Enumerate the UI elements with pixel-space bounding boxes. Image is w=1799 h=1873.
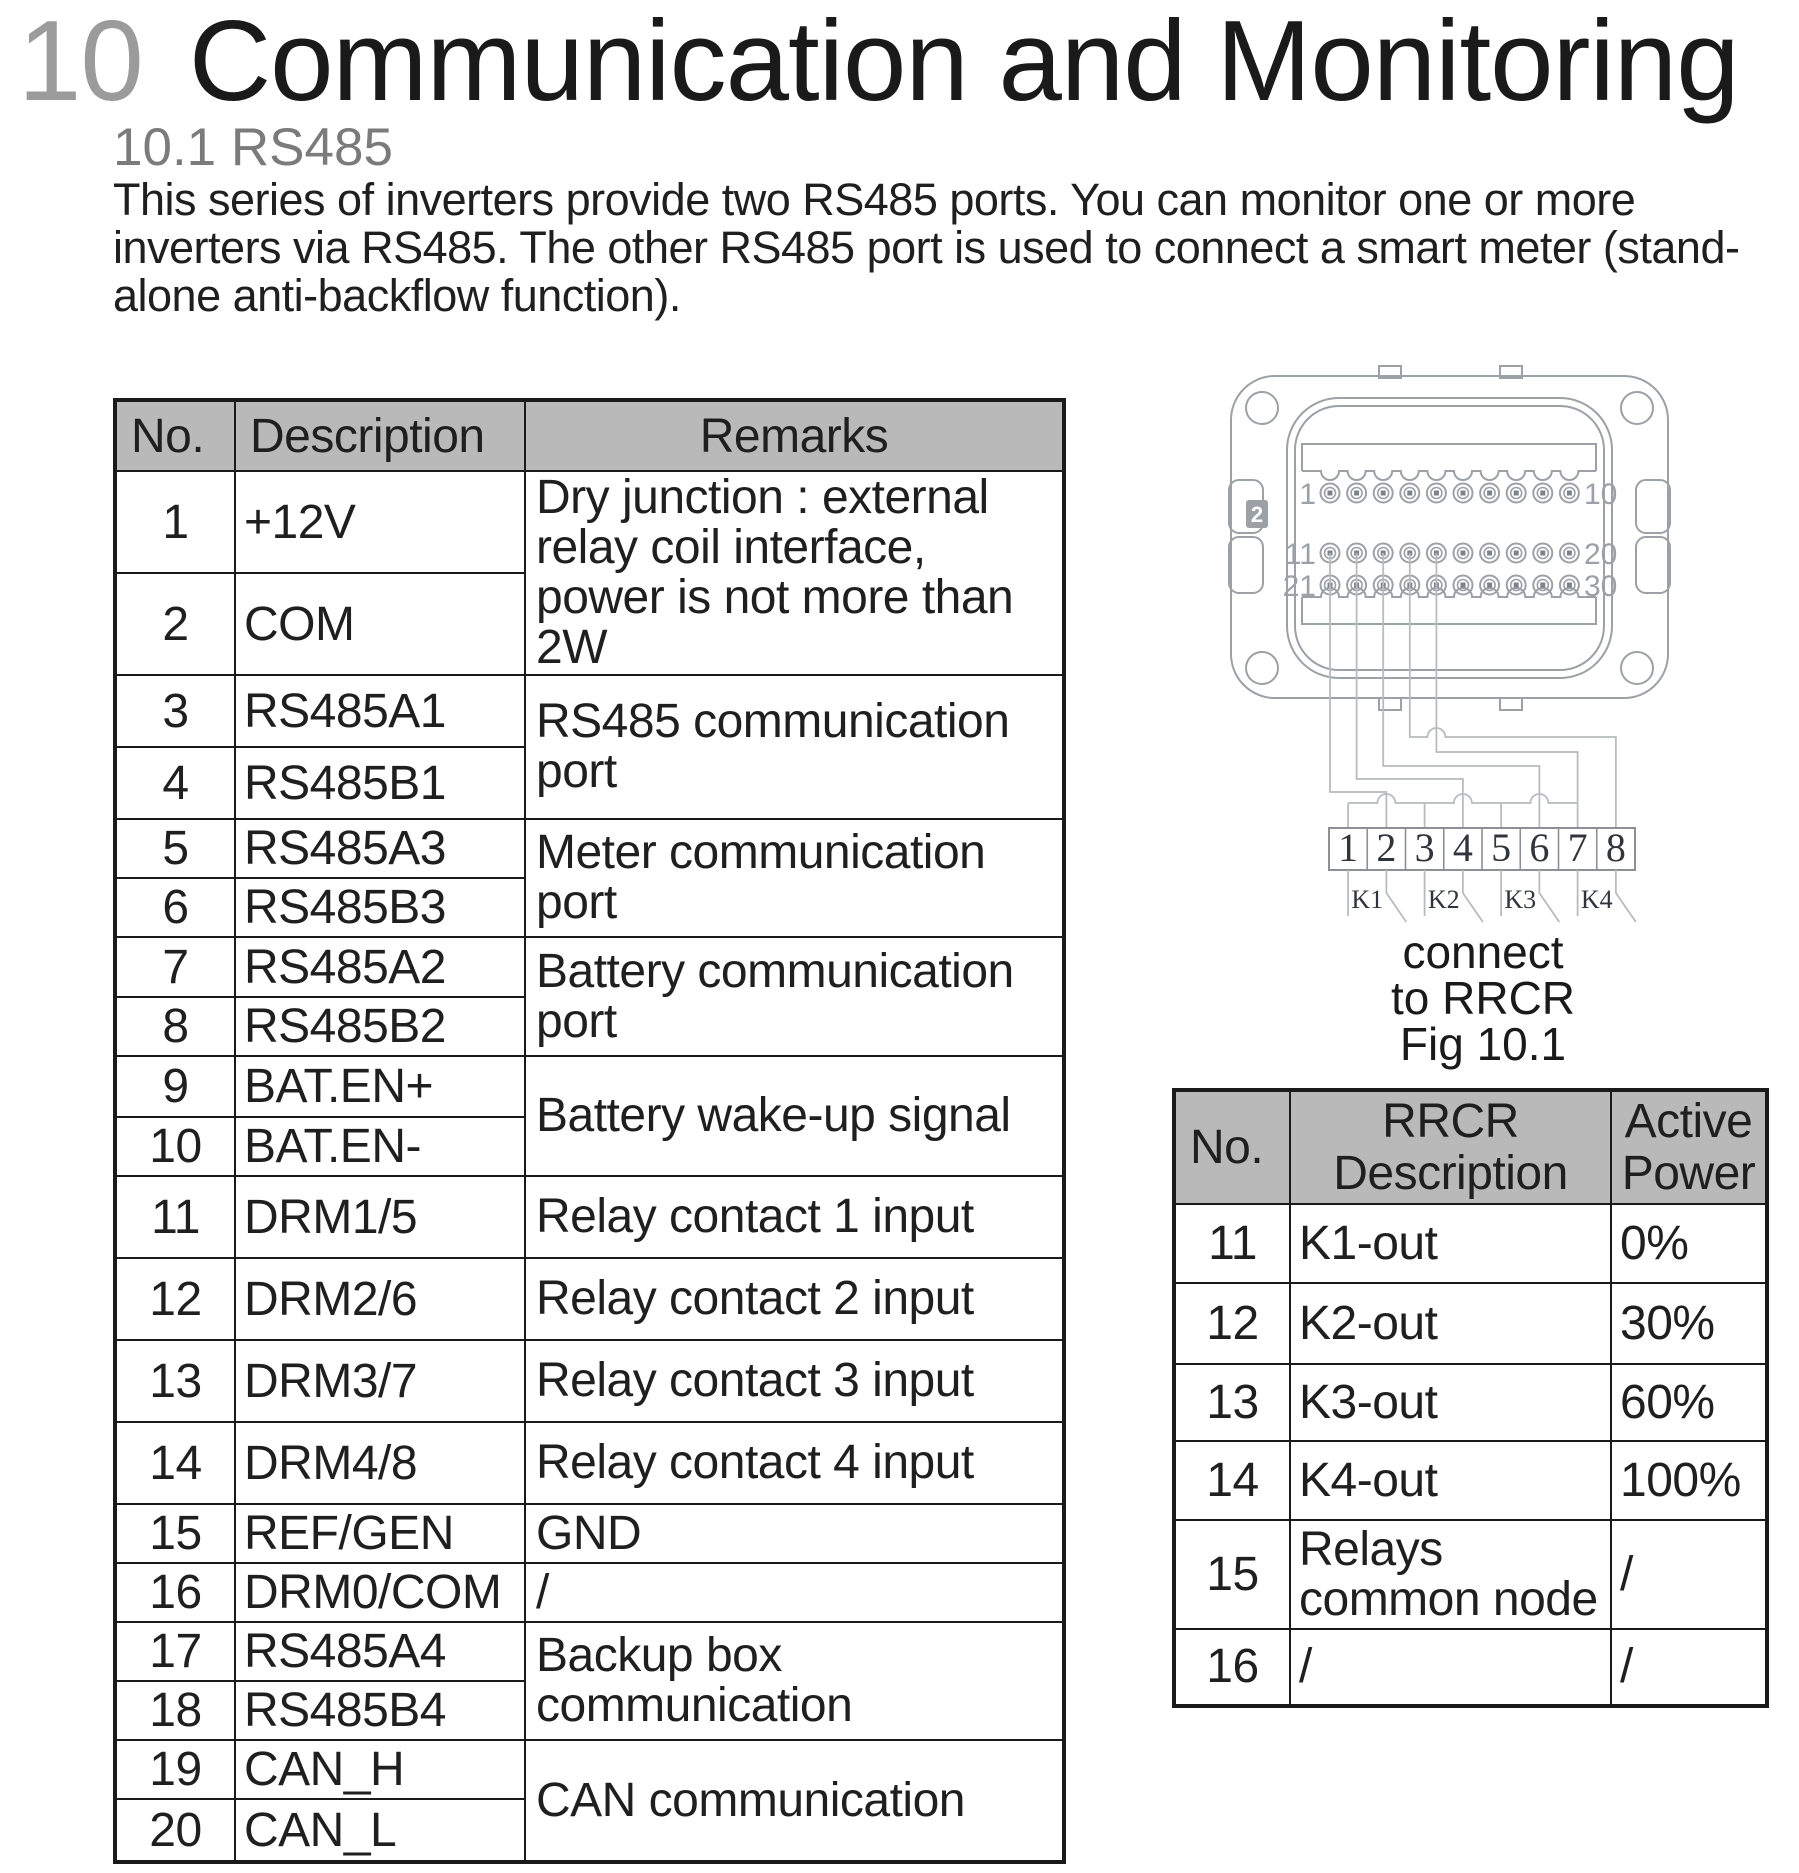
pin-table-row <box>115 1258 1064 1340</box>
section-title: 10.1 RS485 <box>113 118 393 177</box>
mounting-hole <box>1246 392 1278 424</box>
pin-remarks-cell: Relay contact 4 input <box>525 1422 1064 1504</box>
pin-no-cell: 7 <box>115 937 235 997</box>
pin-description-cell: COM <box>235 573 525 675</box>
pin-description-cell: RS485A1 <box>235 675 525 747</box>
intro-paragraph <box>113 176 1739 320</box>
pin-no-cell: 13 <box>115 1340 235 1422</box>
chapter-number: 10 <box>18 0 143 125</box>
pin-remarks-cell: GND <box>525 1504 1064 1563</box>
pin-description-cell: RS485B1 <box>235 747 525 819</box>
mounting-hole <box>1621 652 1653 684</box>
rrcr-power-cell: 0% <box>1611 1204 1767 1283</box>
pin-remarks-cell: Battery wake-up signal <box>525 1056 1064 1176</box>
relay-label: K3 <box>1504 885 1537 914</box>
pin-no-cell: 2 <box>115 573 235 675</box>
pin-remarks-cell: RS485 communication port <box>525 675 1064 819</box>
rrcr-header-no: No. <box>1174 1090 1290 1204</box>
pin-description-cell: RS485B4 <box>235 1681 525 1740</box>
rrcr-no-cell: 14 <box>1174 1441 1290 1520</box>
rrcr-no-cell: 11 <box>1174 1204 1290 1283</box>
pin-no-cell: 3 <box>115 675 235 747</box>
terminal-cell-label: 3 <box>1414 825 1435 870</box>
pin-description-cell: DRM3/7 <box>235 1340 525 1422</box>
pin-contact <box>1434 491 1439 496</box>
rrcr-no-cell: 12 <box>1174 1283 1290 1364</box>
pin-contact <box>1540 583 1545 588</box>
pin-description-cell: RS485A2 <box>235 937 525 997</box>
pin-no-cell: 8 <box>115 997 235 1056</box>
figure-caption-line: to RRCR <box>1390 972 1576 1024</box>
pin-no-cell: 9 <box>115 1056 235 1117</box>
pin-no-cell: 16 <box>115 1563 235 1622</box>
figure-caption-line: connect <box>1402 926 1564 978</box>
mounting-hole <box>1621 392 1653 424</box>
pin-no-cell: 18 <box>115 1681 235 1740</box>
mounting-hole <box>1246 652 1278 684</box>
pin-table-header-remarks: Remarks <box>525 400 1064 471</box>
pin-table-body <box>115 471 1064 1862</box>
pin-table-row <box>115 1563 1064 1622</box>
pin-table-row <box>115 675 1064 747</box>
paragraph-line: This series of inverters provide two RS485 ports. You can monitor one or more <box>113 174 1636 225</box>
rrcr-no-cell: 16 <box>1174 1629 1290 1706</box>
pin-remarks-cell: Relay contact 3 input <box>525 1340 1064 1422</box>
castellation-bottom <box>1302 588 1596 624</box>
pin-description-cell: +12V <box>235 471 525 573</box>
rrcr-no-cell: 15 <box>1174 1520 1290 1629</box>
pin-contact <box>1567 583 1572 588</box>
relay-label: K2 <box>1427 885 1460 914</box>
castellation-top <box>1302 444 1596 480</box>
relay-switch-blade <box>1463 893 1483 922</box>
terminal-cell-label: 2 <box>1376 825 1397 870</box>
pin-table-row <box>115 1056 1064 1117</box>
pin-no-cell: 14 <box>115 1422 235 1504</box>
pin-contact <box>1461 491 1466 496</box>
page-title-text: Communication and Monitoring <box>188 0 1739 125</box>
pin-contact <box>1540 491 1545 496</box>
pin-remarks-cell: Dry junction : external relay coil interface, power is not more than 2W <box>525 471 1064 675</box>
pin-contact <box>1567 551 1572 556</box>
paragraph-line: inverters via RS485. The other RS485 port is used to connect a smart meter (stand- <box>113 222 1740 273</box>
pin-contact <box>1514 491 1519 496</box>
pin-contact <box>1461 551 1466 556</box>
pin-contact <box>1540 551 1545 556</box>
pin-table-header-no: No. <box>115 400 235 471</box>
rrcr-power-cell: 60% <box>1611 1364 1767 1441</box>
side-bracket <box>1636 537 1670 593</box>
pin-remarks-cell: Battery communication port <box>525 937 1064 1056</box>
rrcr-table-row <box>1174 1629 1767 1706</box>
rrcr-description-cell: K2-out <box>1290 1283 1611 1364</box>
connector-figure <box>1190 350 1790 1080</box>
pin-no-cell: 1 <box>115 471 235 573</box>
figure-caption-line: Fig 10.1 <box>1399 1018 1567 1070</box>
pin-row-label: 21 <box>1282 570 1316 603</box>
pin-description-cell: DRM1/5 <box>235 1176 525 1258</box>
pin-table-row <box>115 471 1064 573</box>
pin-no-cell: 11 <box>115 1176 235 1258</box>
rrcr-table-row <box>1174 1441 1767 1520</box>
pin-table-header-row <box>115 400 1064 471</box>
rrcr-description-cell: K1-out <box>1290 1204 1611 1283</box>
page-title <box>18 0 1739 124</box>
pin-remarks-cell: Relay contact 1 input <box>525 1176 1064 1258</box>
pin-table-row <box>115 1504 1064 1563</box>
pin-remarks-cell: / <box>525 1563 1064 1622</box>
connector-body <box>1231 376 1668 698</box>
pin-no-cell: 4 <box>115 747 235 819</box>
terminal-cell-label: 8 <box>1605 825 1626 870</box>
pin-description-cell: DRM0/COM <box>235 1563 525 1622</box>
rrcr-table <box>1172 1088 1769 1708</box>
pin-contact <box>1354 491 1359 496</box>
rrcr-header-power: Active Power <box>1611 1090 1767 1204</box>
pin-description-cell: CAN_L <box>235 1799 525 1862</box>
rrcr-power-cell: 30% <box>1611 1283 1767 1364</box>
relay-switch-blade <box>1616 893 1636 922</box>
pin-contact <box>1407 491 1412 496</box>
rrcr-header-description: RRCR Description <box>1290 1090 1611 1204</box>
pin-no-cell: 17 <box>115 1622 235 1681</box>
pin-table <box>113 398 1066 1864</box>
relay-label: K1 <box>1351 885 1384 914</box>
terminal-cell-label: 6 <box>1529 825 1550 870</box>
rrcr-no-cell: 13 <box>1174 1364 1290 1441</box>
pin-table-row <box>115 1176 1064 1258</box>
side-bracket <box>1636 480 1670 533</box>
pin-description-cell: RS485A4 <box>235 1622 525 1681</box>
relay-label: K4 <box>1580 885 1613 914</box>
pin-table-row <box>115 937 1064 997</box>
pin-remarks-cell: Meter communication port <box>525 819 1064 937</box>
pin-contact <box>1381 491 1386 496</box>
rrcr-table-row <box>1174 1520 1767 1629</box>
pin-table-row <box>115 1740 1064 1799</box>
rrcr-description-cell: K4-out <box>1290 1441 1611 1520</box>
pin-no-cell: 12 <box>115 1258 235 1340</box>
pin-contact <box>1487 491 1492 496</box>
pin-table-row <box>115 1340 1064 1422</box>
rrcr-table-row <box>1174 1283 1767 1364</box>
pin-no-cell: 15 <box>115 1504 235 1563</box>
pin-contact <box>1514 551 1519 556</box>
terminal-cell-label: 4 <box>1452 825 1473 870</box>
pin-table-header-description: Description <box>235 400 525 471</box>
rrcr-table-row <box>1174 1204 1767 1283</box>
pin-table-row <box>115 819 1064 878</box>
pin-no-cell: 20 <box>115 1799 235 1862</box>
rrcr-power-cell: / <box>1611 1629 1767 1706</box>
side-label: 2 <box>1250 502 1264 527</box>
pin-contact <box>1567 491 1572 496</box>
pin-row-label: 10 <box>1584 478 1618 511</box>
pin-contact <box>1487 583 1492 588</box>
rrcr-table-row <box>1174 1364 1767 1441</box>
pin-contact <box>1514 583 1519 588</box>
pin-contact <box>1461 583 1466 588</box>
connector-inner-frame <box>1284 398 1612 678</box>
pin-no-cell: 6 <box>115 878 235 937</box>
rrcr-description-cell: Relays common node <box>1290 1520 1611 1629</box>
pin-description-cell: CAN_H <box>235 1740 525 1799</box>
rrcr-power-cell: / <box>1611 1520 1767 1629</box>
pin-no-cell: 19 <box>115 1740 235 1799</box>
paragraph-line: alone anti-backflow function). <box>113 270 681 321</box>
pin-no-cell: 10 <box>115 1117 235 1176</box>
pin-remarks-cell: Relay contact 2 input <box>525 1258 1064 1340</box>
pin-no-cell: 5 <box>115 819 235 878</box>
pin-description-cell: BAT.EN- <box>235 1117 525 1176</box>
pin-description-cell: REF/GEN <box>235 1504 525 1563</box>
pin-description-cell: RS485B3 <box>235 878 525 937</box>
pin-contact <box>1487 551 1492 556</box>
pin-description-cell: DRM2/6 <box>235 1258 525 1340</box>
pin-description-cell: RS485B2 <box>235 997 525 1056</box>
terminal-cell-label: 5 <box>1491 825 1512 870</box>
rrcr-description-cell: / <box>1290 1629 1611 1706</box>
pin-row-label: 30 <box>1584 570 1618 603</box>
terminal-cell-label: 7 <box>1567 825 1588 870</box>
relay-switch-blade <box>1386 893 1406 922</box>
pin-remarks-cell: CAN communication <box>525 1740 1064 1862</box>
pin-row-label: 11 <box>1284 538 1316 571</box>
connector-tab <box>1500 698 1522 710</box>
pin-description-cell: DRM4/8 <box>235 1422 525 1504</box>
rrcr-description-cell: K3-out <box>1290 1364 1611 1441</box>
rrcr-table-header-row <box>1174 1090 1767 1204</box>
pin-row-label: 20 <box>1584 538 1618 571</box>
rrcr-power-cell: 100% <box>1611 1441 1767 1520</box>
pin-remarks-cell: Backup box communication <box>525 1622 1064 1740</box>
relay-switch-blade <box>1539 893 1559 922</box>
pin-table-row <box>115 1422 1064 1504</box>
connector-inner-frame <box>1295 406 1604 670</box>
pin-description-cell: RS485A3 <box>235 819 525 878</box>
terminal-cell-label: 1 <box>1338 825 1359 870</box>
pin-row-label: 1 <box>1299 478 1316 511</box>
pin-table-row <box>115 1622 1064 1681</box>
rrcr-table-body <box>1174 1204 1767 1706</box>
pin-contact <box>1328 491 1333 496</box>
side-bracket <box>1229 537 1263 593</box>
pin-description-cell: BAT.EN+ <box>235 1056 525 1117</box>
